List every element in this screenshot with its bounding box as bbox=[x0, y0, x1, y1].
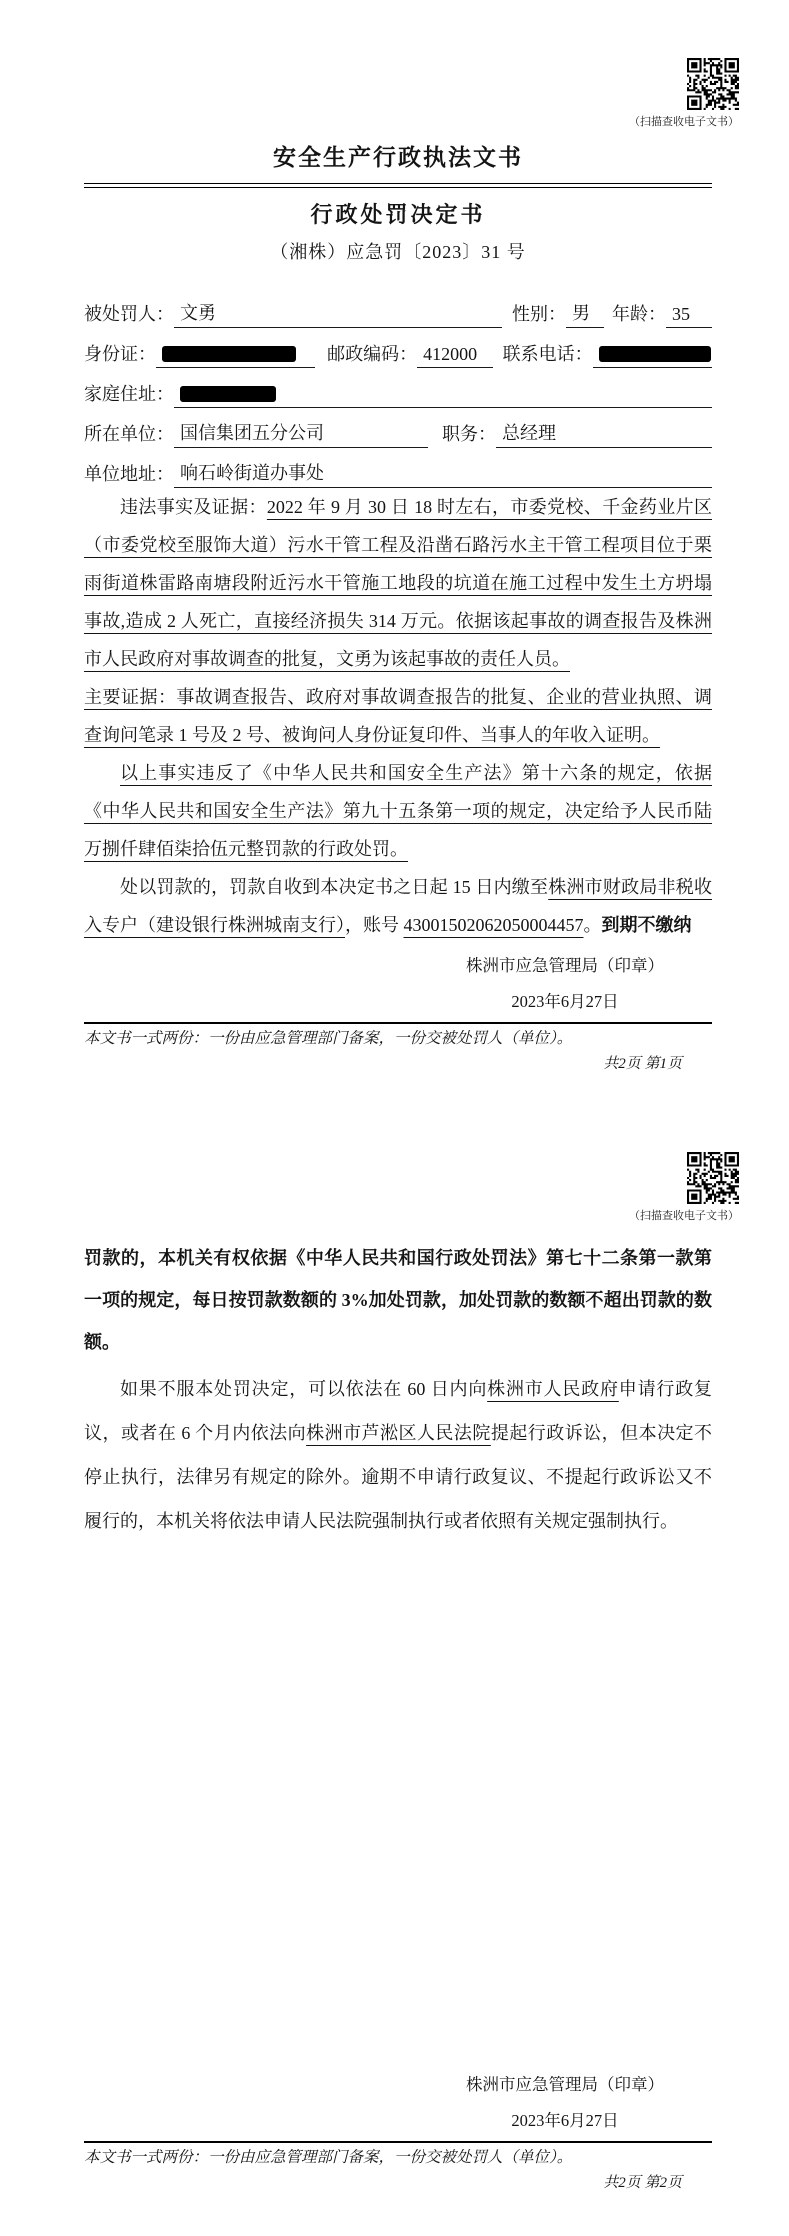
phone-label: 联系电话： bbox=[502, 344, 593, 364]
form-row-home-address bbox=[84, 368, 712, 408]
ruling-paragraph bbox=[84, 754, 712, 868]
facts-text: 2022 年 9 月 30 日 18 时左右，市委党校、千金药业片区（市委党校至服饰大道）污水干管工程及沿凿石路污水主干管工程项目位于栗雨街道株雷路南塘段附近污水干管施工地段的坑道在施工过程中发生土方坍塌事故,造成 2 人死亡，直接经济损失 314 万元。依据该起事故的调查报告及株洲市人民政府对事故调查的批复，文勇为该起事故的责任人员。 bbox=[84, 497, 712, 669]
appeal-paragraph bbox=[84, 1367, 712, 1543]
redaction-bar bbox=[599, 346, 711, 362]
form-row-unit-address bbox=[84, 448, 712, 488]
qr-code bbox=[687, 58, 739, 110]
payment-paragraph bbox=[84, 868, 712, 944]
facts-paragraph bbox=[84, 488, 712, 678]
payment-period: 。 bbox=[583, 915, 602, 935]
footer-divider-page2 bbox=[84, 2141, 712, 2143]
form-row-unit bbox=[84, 408, 712, 448]
gender-label: 性别： bbox=[512, 304, 566, 324]
unit-label: 所在单位： bbox=[84, 424, 174, 444]
form-row-id-contact bbox=[84, 328, 712, 368]
age-value: 35 bbox=[666, 304, 712, 328]
qr-block-page2 bbox=[0, 1076, 789, 1223]
page-indicator-page1: 共2页 第1页 bbox=[603, 1056, 682, 1072]
evidence-text: 主要证据：事故调查报告、政府对事故调查报告的批复、企业的营业执照、调查询问笔录 1 号及 2 号、被询问人身份证复印件、当事人的年收入证明。 bbox=[84, 687, 712, 745]
postal-label: 邮政编码： bbox=[327, 344, 418, 364]
payment-overdue-warning: 到期不缴纳 bbox=[601, 915, 692, 935]
ruling-text: 以上事实违反了《中华人民共和国安全生产法》第十六条的规定，依据《中华人民共和国安全生产法》第九十五条第一项的规定，决定给予人民币陆万捌仟肆佰柒拾伍元整罚款的行政处罚。 bbox=[84, 763, 712, 859]
document-page-1 bbox=[0, 0, 789, 1076]
home-address-label: 家庭住址： bbox=[84, 384, 174, 404]
page-indicator-page2: 共2页 第2页 bbox=[603, 2175, 682, 2191]
redaction-bar bbox=[180, 386, 276, 402]
signature-block-page1 bbox=[84, 948, 712, 1020]
qr-caption: （扫描查收电子文书） bbox=[629, 1210, 739, 1222]
phone-value bbox=[593, 344, 712, 368]
age-label: 年龄： bbox=[612, 304, 666, 324]
appeal-court-name: 株洲市芦淞区人民法院 bbox=[306, 1423, 491, 1443]
id-label: 身份证： bbox=[84, 344, 156, 364]
form-row-punished bbox=[84, 288, 712, 328]
issue-date: 2023年6月27日 bbox=[511, 992, 619, 1011]
appeal-text-2: 申请行政复议，或者在 6 个月内依法向 bbox=[84, 1379, 713, 1443]
punished-label: 被处罚人： bbox=[84, 304, 174, 324]
id-value bbox=[156, 344, 315, 368]
signature-block-page2 bbox=[84, 2067, 712, 2139]
home-address-value bbox=[174, 384, 712, 408]
appeal-text-1: 如果不服本处罚决定，可以依法在 60 日内向 bbox=[120, 1379, 488, 1399]
document-page-2 bbox=[0, 1076, 789, 2195]
header-divider bbox=[84, 183, 712, 188]
surcharge-paragraph: 罚款的，本机关有权依据《中华人民共和国行政处罚法》第七十二条第一款第一项的规定，每日按罚款数额的 3%加处罚款，加处罚款的数额不超出罚款的数额。 bbox=[84, 1248, 712, 1352]
party-info-form bbox=[84, 288, 712, 488]
document-number: （湘株）应急罚〔2023〕31 号 bbox=[270, 242, 526, 262]
page-title: 行政处罚决定书 bbox=[310, 202, 486, 227]
gender-value: 男 bbox=[566, 299, 604, 328]
issuing-authority: 株洲市应急管理局（印章） bbox=[466, 956, 664, 975]
issue-date: 2023年6月27日 bbox=[511, 2111, 619, 2130]
footer-note-page2: 本文书一式两份：一份由应急管理部门备案，一份交被处罚人（单位）。 bbox=[84, 2149, 573, 2166]
facts-label: 违法事实及证据： bbox=[120, 497, 267, 517]
duty-label: 职务： bbox=[442, 424, 496, 444]
qr-caption: （扫描查收电子文书） bbox=[629, 116, 739, 128]
appeal-text-3: 提起行政诉讼，但本决定不停止执行，法律另有规定的除外。逾期不申请行政复议、不提起行政诉讼又不履行的，本机关将依法申请人民法院强制执行或者依照有关规定强制执行。 bbox=[84, 1423, 713, 1531]
blank-space bbox=[84, 1543, 712, 2063]
qr-code bbox=[687, 1152, 739, 1204]
appeal-government-name: 株洲市人民政府 bbox=[487, 1379, 619, 1399]
issuing-authority: 株洲市应急管理局（印章） bbox=[466, 2075, 664, 2094]
redaction-bar bbox=[162, 346, 296, 362]
payment-account-name: 株洲市财政局非税收入专户（建设银行株洲城南支行） bbox=[84, 877, 712, 935]
document-category-title: 安全生产行政执法文书 bbox=[273, 145, 523, 170]
unit-address-label: 单位地址： bbox=[84, 464, 174, 484]
payment-account-number: 43001502062050004457 bbox=[403, 915, 584, 935]
postal-value: 412000 bbox=[417, 344, 493, 368]
footer-note-page1: 本文书一式两份：一份由应急管理部门备案，一份交被处罚人（单位）。 bbox=[84, 1030, 573, 1047]
footer-divider-page1 bbox=[84, 1022, 712, 1024]
evidence-paragraph bbox=[84, 678, 712, 754]
payment-mid: ，账号 bbox=[345, 915, 404, 935]
unit-value: 国信集团五分公司 bbox=[174, 419, 428, 448]
punished-value: 文勇 bbox=[174, 299, 502, 328]
duty-value: 总经理 bbox=[496, 419, 712, 448]
payment-prefix: 处以罚款的，罚款自收到本决定书之日起 15 日内缴至 bbox=[120, 877, 549, 897]
unit-address-value: 响石岭街道办事处 bbox=[174, 459, 712, 488]
qr-block-page1 bbox=[0, 0, 789, 129]
